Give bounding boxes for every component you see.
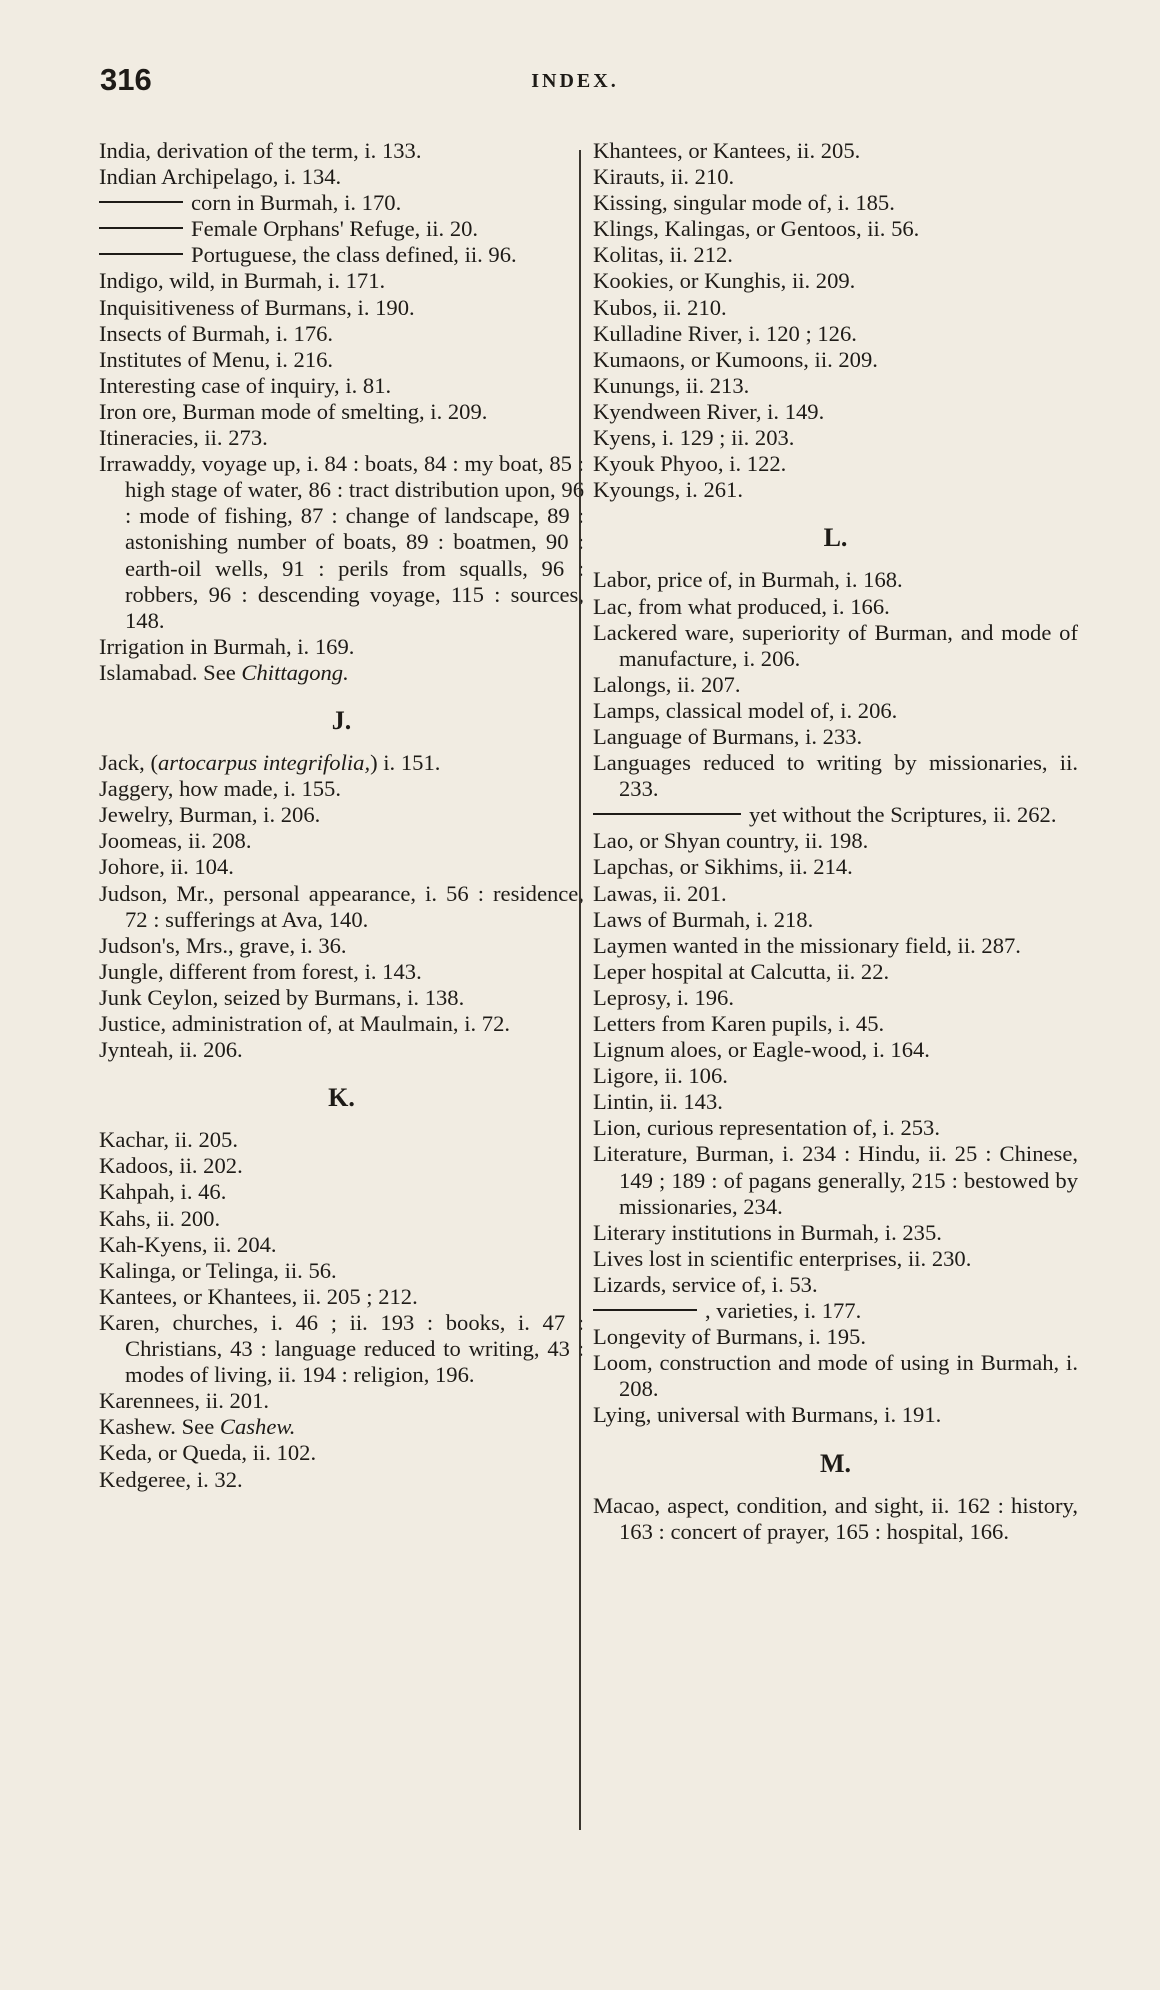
index-entry: Lamps, classical model of, i. 206. xyxy=(593,697,898,723)
index-entry: Language of Burmans, i. 233. xyxy=(593,723,863,749)
index-entry: Lion, curious representation of, i. 253. xyxy=(593,1115,940,1141)
index-entry: Justice, administration of, at Maulmain, i. 72. xyxy=(99,1011,511,1036)
entry-text: corn in Burmah, i. 170. xyxy=(191,190,402,216)
index-entry: Jewelry, Burman, i. 206. xyxy=(99,802,321,828)
index-entry: Irrigation in Burmah, i. 169. xyxy=(99,633,355,659)
index-entry: Kyoungs, i. 261. xyxy=(593,477,744,503)
index-entry: Letters from Karen pupils, i. 45. xyxy=(593,1011,885,1036)
index-entry: Ligore, ii. 106. xyxy=(593,1063,728,1089)
column-divider xyxy=(579,150,581,1830)
index-entry: Lalongs, ii. 207. xyxy=(593,671,741,697)
index-entry: Lawas, ii. 201. xyxy=(593,880,727,906)
index-entry: Literature, Burman, i. 234 : Hindu, ii. 25 : Chinese, 149 ; 189 : of pagans generally, 215 : bestowed by missionaries, 234. xyxy=(593,1141,1078,1219)
index-entry: Itineracies, ii. 273. xyxy=(99,425,268,451)
index-entry: Longevity of Burmans, i. 195. xyxy=(593,1324,866,1350)
index-entry: Laws of Burmah, i. 218. xyxy=(593,906,814,932)
index-entry: Leprosy, i. 196. xyxy=(593,984,734,1010)
ditto-dash xyxy=(99,227,183,229)
letter-heading: L. xyxy=(823,523,848,553)
index-entry: Jungle, different from forest, i. 143. xyxy=(99,958,422,984)
index-entry: Inquisitiveness of Burmans, i. 190. xyxy=(99,294,415,320)
index-column-left xyxy=(99,138,584,1493)
index-entry: Judson, Mr., personal appearance, i. 56 : residence, 72 : sufferings at Ava, 140. xyxy=(99,880,584,932)
index-entry: Kolitas, ii. 212. xyxy=(593,242,733,268)
cross-reference: Chittagong. xyxy=(241,659,349,685)
index-entry: Kissing, singular mode of, i. 185. xyxy=(593,190,895,216)
index-entry: Judson's, Mrs., grave, i. 36. xyxy=(99,932,347,958)
running-head: INDEX. xyxy=(531,70,619,92)
index-entry: Jaggery, how made, i. 155. xyxy=(99,776,341,802)
index-entry: Institutes of Menu, i. 216. xyxy=(99,346,334,372)
entry-text: Female Orphans' Refuge, ii. 20. xyxy=(191,216,479,242)
index-entry: Lizards, service of, i. 53. xyxy=(593,1271,818,1297)
ditto-dash xyxy=(593,1309,697,1311)
index-entry: India, derivation of the term, i. 133. xyxy=(99,138,422,163)
page-header xyxy=(100,62,1050,112)
index-entry: Kookies, or Kunghis, ii. 209. xyxy=(593,268,856,294)
index-entry xyxy=(99,1414,584,1440)
index-entry: Loom, construction and mode of using in Burmah, i. 208. xyxy=(593,1350,1078,1402)
index-entry: Interesting case of inquiry, i. 81. xyxy=(99,372,392,398)
index-entry: Kahpah, i. 46. xyxy=(99,1179,227,1205)
index-entry: Lives lost in scientific enterprises, ii. 230. xyxy=(593,1245,972,1271)
index-entry: Lintin, ii. 143. xyxy=(593,1089,723,1115)
letter-heading: M. xyxy=(819,1448,852,1478)
index-entry: Junk Ceylon, seized by Burmans, i. 138. xyxy=(99,984,465,1010)
index-entry: Kumaons, or Kumoons, ii. 209. xyxy=(593,346,878,372)
index-entry: Leper hospital at Calcutta, ii. 22. xyxy=(593,958,890,984)
index-entry: Joomeas, ii. 208. xyxy=(99,828,252,854)
index-entry: Kyendween River, i. 149. xyxy=(593,398,825,424)
index-entry: Karen, churches, i. 46 ; ii. 193 : books, i. 47 : Christians, 43 : language reduced to writing, 43 : modes of living, ii. 194 : religion, 196. xyxy=(99,1309,584,1388)
index-entry: Kedgeree, i. 32. xyxy=(99,1466,243,1492)
index-entry: Kunungs, ii. 213. xyxy=(593,372,750,398)
index-entry: Johore, ii. 104. xyxy=(99,854,234,880)
index-entry: Kirauts, ii. 210. xyxy=(593,164,735,190)
index-entry: Lao, or Shyan country, ii. 198. xyxy=(593,828,869,854)
index-entry: Literary institutions in Burmah, i. 235. xyxy=(593,1219,942,1245)
index-subentry xyxy=(593,802,1078,828)
index-entry: Lapchas, or Sikhims, ii. 214. xyxy=(593,854,853,880)
index-entry: Kadoos, ii. 202. xyxy=(99,1153,243,1179)
index-subentry xyxy=(593,1298,1078,1324)
index-entry xyxy=(99,660,584,686)
index-entry: Lignum aloes, or Eagle-wood, i. 164. xyxy=(593,1037,930,1063)
index-entry: Karennees, ii. 201. xyxy=(99,1388,270,1414)
index-subentry xyxy=(99,190,584,216)
index-entry: Indian Archipelago, i. 134. xyxy=(99,164,342,190)
latin-name: artocarpus integrifolia, xyxy=(157,750,371,776)
index-entry: Labor, price of, in Burmah, i. 168. xyxy=(593,567,903,593)
index-entry: Kulladine River, i. 120 ; 126. xyxy=(593,320,857,346)
index-entry: Iron ore, Burman mode of smelting, i. 209. xyxy=(99,398,488,424)
index-entry: Keda, or Queda, ii. 102. xyxy=(99,1440,317,1466)
index-entry: Indigo, wild, in Burmah, i. 171. xyxy=(99,268,386,294)
index-entry: Kubos, ii. 210. xyxy=(593,294,727,320)
index-entry: Languages reduced to writing by missionaries, ii. 233. xyxy=(593,750,1078,802)
ditto-dash xyxy=(99,253,183,255)
entry-text: yet without the Scriptures, ii. 262. xyxy=(749,802,1057,828)
ditto-dash xyxy=(593,813,741,815)
index-subentry xyxy=(99,216,584,242)
index-entry: Kalinga, or Telinga, ii. 56. xyxy=(99,1257,337,1283)
index-entry xyxy=(99,750,584,776)
index-subentry xyxy=(99,242,584,268)
entry-text: Portuguese, the class defined, ii. 96. xyxy=(191,242,517,268)
index-entry: Khantees, or Kantees, ii. 205. xyxy=(593,138,861,163)
index-entry: Kantees, or Khantees, ii. 205 ; 212. xyxy=(99,1283,418,1309)
ditto-dash xyxy=(99,201,183,203)
index-entry: Macao, aspect, condition, and sight, ii. 162 : history, 163 : concert of prayer, 165 : hospital, 166. xyxy=(593,1492,1078,1544)
entry-text: ) i. 151. xyxy=(370,750,441,776)
entry-text: Islamabad. See xyxy=(99,659,242,685)
index-entry: Laymen wanted in the missionary field, ii. 287. xyxy=(593,932,1021,958)
entry-text: Kashew. See xyxy=(99,1414,220,1440)
index-entry: Kahs, ii. 200. xyxy=(99,1205,221,1231)
page-number: 316 xyxy=(100,62,152,97)
index-column-right xyxy=(593,138,1078,1545)
index-entry: Kachar, ii. 205. xyxy=(99,1127,239,1153)
index-entry: Kah-Kyens, ii. 204. xyxy=(99,1231,277,1257)
entry-text: , varieties, i. 177. xyxy=(705,1298,862,1324)
index-entry: Lac, from what produced, i. 166. xyxy=(593,593,890,619)
entry-text: Jack, ( xyxy=(99,750,158,776)
index-entry: Kyouk Phyoo, i. 122. xyxy=(593,451,787,477)
index-entry: Klings, Kalingas, or Gentoos, ii. 56. xyxy=(593,216,920,242)
index-entry: Insects of Burmah, i. 176. xyxy=(99,320,334,346)
index-entry: Lying, universal with Burmans, i. 191. xyxy=(593,1402,942,1428)
index-entry: Irrawaddy, voyage up, i. 84 : boats, 84 : my boat, 85 : high stage of water, 86 : tract distribution upon, 96 : mode of fishing, 87 : change of landscape, 89 : astonishing number of boats, 89 : boatmen, 90 : earth-oil wells, 91 : perils from squalls, 96 : robbers, 96 : descending voyage, 115 : sources, 148. xyxy=(99,451,584,633)
letter-heading: J. xyxy=(331,705,352,735)
cross-reference: Cashew. xyxy=(219,1414,296,1440)
index-entry: Kyens, i. 129 ; ii. 203. xyxy=(593,425,795,451)
index-entry: Lackered ware, superiority of Burman, and mode of manufacture, i. 206. xyxy=(593,619,1078,671)
letter-heading: K. xyxy=(328,1083,355,1113)
index-entry: Jynteah, ii. 206. xyxy=(99,1037,243,1063)
